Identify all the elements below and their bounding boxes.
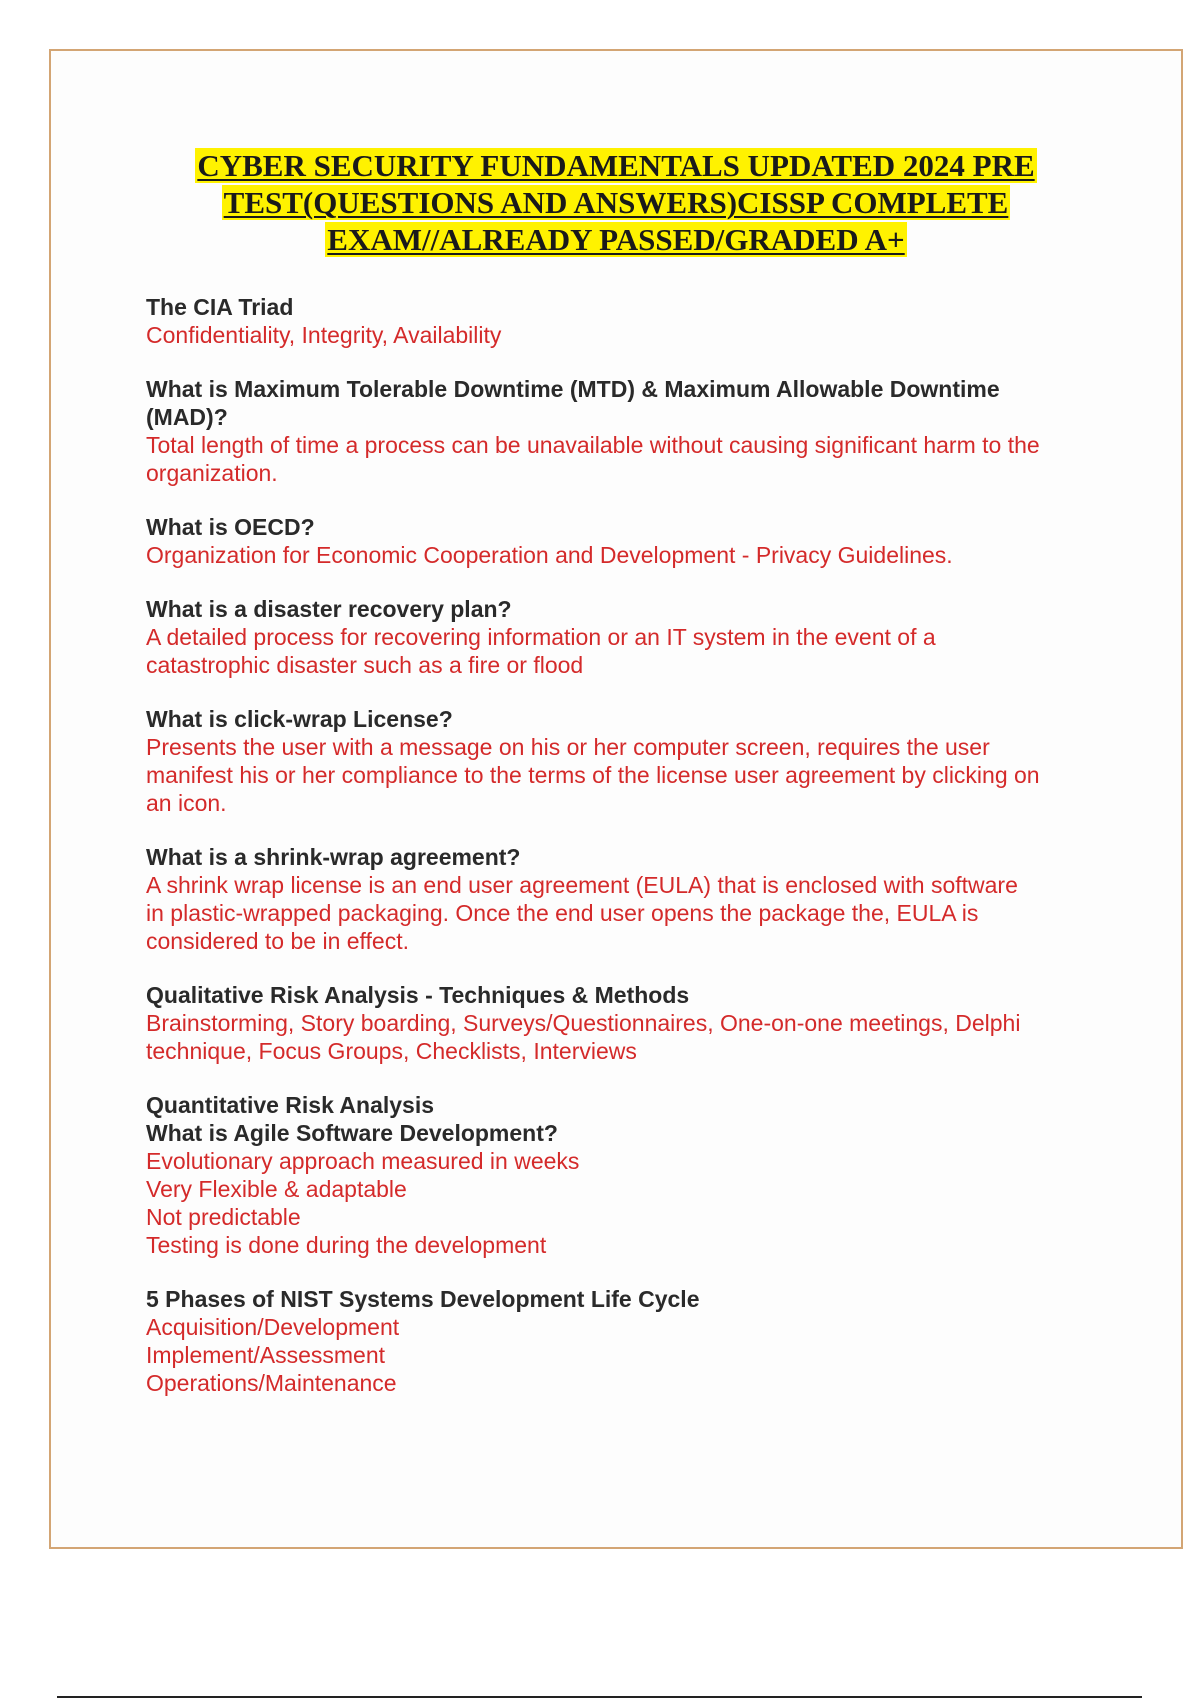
answer-text: Very Flexible & adaptable	[146, 1176, 407, 1202]
question-text: What is a disaster recovery plan?	[146, 596, 512, 622]
question-text: What is click-wrap License?	[146, 706, 453, 732]
qa-item	[146, 1091, 1106, 1259]
answer-text: Operations/Maintenance	[146, 1370, 397, 1396]
question-text: What is OECD?	[146, 514, 315, 540]
question-text: Qualitative Risk Analysis - Techniques & Methods	[146, 982, 690, 1008]
qa-item	[146, 513, 1106, 569]
qa-item	[146, 843, 1106, 955]
answer-text: technique, Focus Groups, Checklists, Interviews	[146, 1038, 637, 1064]
qa-item	[146, 1285, 1106, 1397]
document-title	[51, 147, 1181, 258]
answer-text: Brainstorming, Story boarding, Surveys/Questionnaires, One-on-one meetings, Delphi	[146, 1010, 1021, 1036]
qa-item	[146, 981, 1106, 1065]
qa-item	[146, 595, 1106, 679]
answer-text: Implement/Assessment	[146, 1342, 386, 1368]
answer-text: Total length of time a process can be unavailable without causing significant harm to the	[146, 432, 1040, 458]
title-line: EXAM//ALREADY PASSED/GRADED A+	[327, 222, 905, 257]
question-text: What is a shrink-wrap agreement?	[146, 844, 521, 870]
answer-text: in plastic-wrapped packaging. Once the end user opens the package the, EULA is	[146, 900, 979, 926]
qa-item	[146, 375, 1106, 487]
answer-text: Testing is done during the development	[146, 1232, 547, 1258]
qa-item	[146, 293, 1106, 349]
page-frame	[49, 49, 1183, 1549]
answer-text: A shrink wrap license is an end user agreement (EULA) that is enclosed with software	[146, 872, 1018, 898]
answer-text: manifest his or her compliance to the terms of the license user agreement by clicking on	[146, 762, 1040, 788]
title-line: TEST(QUESTIONS AND ANSWERS)CISSP COMPLETE	[223, 185, 1009, 220]
answer-text: Organization for Economic Cooperation and Development - Privacy Guidelines.	[146, 542, 953, 568]
question-text: 5 Phases of NIST Systems Development Life Cycle	[146, 1286, 700, 1312]
question-text: What is Agile Software Development?	[146, 1120, 558, 1146]
answer-text: Confidentiality, Integrity, Availability	[146, 322, 502, 348]
answer-text: Acquisition/Development	[146, 1314, 400, 1340]
question-text: The CIA Triad	[146, 294, 294, 320]
question-text: What is Maximum Tolerable Downtime (MTD) & Maximum Allowable Downtime	[146, 376, 1000, 402]
question-text: (MAD)?	[146, 404, 228, 430]
answer-text: Evolutionary approach measured in weeks	[146, 1148, 580, 1174]
qa-item	[146, 705, 1106, 817]
footer-divider	[57, 1696, 1142, 1698]
answer-text: organization.	[146, 460, 278, 486]
qa-list	[146, 293, 1106, 1423]
answer-text: Presents the user with a message on his or her computer screen, requires the user	[146, 734, 990, 760]
answer-text: catastrophic disaster such as a fire or flood	[146, 652, 584, 678]
answer-text: Not predictable	[146, 1204, 301, 1230]
answer-text: an icon.	[146, 790, 227, 816]
answer-text: A detailed process for recovering information or an IT system in the event of a	[146, 624, 936, 650]
title-line: CYBER SECURITY FUNDAMENTALS UPDATED 2024 PRE	[197, 148, 1035, 183]
answer-text: considered to be in effect.	[146, 928, 409, 954]
question-text: Quantitative Risk Analysis	[146, 1092, 435, 1118]
